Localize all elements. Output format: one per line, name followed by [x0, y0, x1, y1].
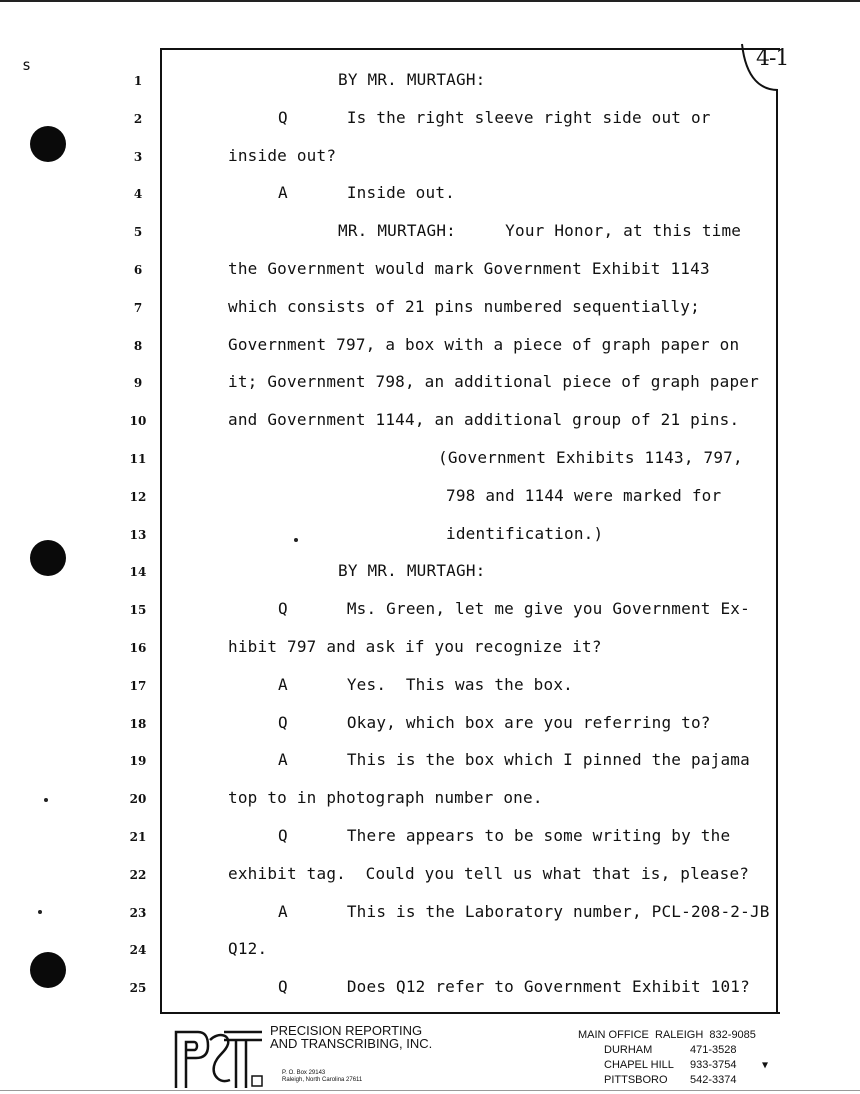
transcript-line: it; Government 798, an additional piece of graph paper [228, 372, 759, 392]
line-number: 15 [129, 603, 147, 618]
transcript-line: top to in photograph number one. [228, 788, 543, 808]
transcript-line: Q Is the right sleeve right side out or [278, 107, 711, 127]
line-number: 3 [133, 149, 143, 164]
footer-rule [0, 1090, 860, 1091]
transcript-line: 798 and 1144 were marked for [446, 485, 722, 505]
line-number: 9 [133, 376, 143, 391]
transcript-line: Q12. [228, 939, 268, 959]
punch-hole [30, 540, 66, 576]
transcript-line: identification.) [446, 523, 604, 543]
punch-hole [30, 126, 66, 162]
transcript-line: (Government Exhibits 1143, 797, [438, 448, 743, 467]
line-number: 12 [129, 489, 147, 504]
transcript-line: exhibit tag. Could you tell us what that is, please? [228, 863, 750, 883]
transcript-line: Q Does Q12 refer to Government Exhibit 101? [278, 977, 750, 997]
transcript-line: Q Ms. Green, let me give you Government Ex- [278, 599, 750, 619]
firm-line-2: AND TRANSCRIBING, INC. [270, 1036, 433, 1051]
transcript-line: A Yes. This was the box. [278, 674, 573, 694]
line-number: 14 [129, 565, 147, 580]
transcript-line: A This is the Laboratory number, PCL-208-2-JB [278, 901, 770, 921]
page-number: 4-1 [756, 46, 789, 71]
transcript-line: hibit 797 and ask if you recognize it? [228, 637, 602, 656]
firm-name [270, 1024, 432, 1050]
line-number: 2 [133, 111, 143, 126]
line-number: 22 [129, 867, 147, 882]
line-number: 17 [129, 678, 147, 693]
line-number: 25 [129, 981, 147, 996]
line-number: 18 [129, 716, 147, 731]
line-number: 24 [129, 943, 147, 958]
transcript-line: MR. MURTAGH: Your Honor, at this time [338, 221, 742, 241]
line-number: 6 [133, 263, 143, 277]
office-list [578, 1028, 756, 1088]
office-main: MAIN OFFICE RALEIGH 832-9085 [578, 1029, 756, 1041]
line-number: 4 [133, 187, 143, 202]
line-number: 20 [129, 792, 147, 807]
transcript-line: BY MR. MURTAGH: [338, 561, 486, 581]
line-number: 10 [129, 414, 147, 429]
transcript-line: Q Okay, which box are you referring to? [278, 712, 711, 732]
line-number: 23 [129, 905, 147, 920]
line-number: 21 [129, 830, 147, 844]
line-number: 11 [129, 452, 147, 466]
speck [44, 798, 48, 802]
line-number: 19 [129, 754, 147, 769]
speck [38, 910, 42, 914]
line-number: 16 [129, 641, 147, 655]
transcript-line: which consists of 21 pins numbered sequentially; [228, 296, 700, 316]
transcript-line: inside out? [228, 145, 337, 165]
firm-line-1: PRECISION REPORTING [270, 1023, 423, 1038]
office-durham: DURHAM 471-3528 [604, 1044, 737, 1056]
transcript-line: and Government 1144, an additional group of 21 pins. [228, 410, 740, 430]
line-number: 7 [133, 300, 143, 315]
transcript-line: A This is the box which I pinned the pajama [278, 750, 750, 770]
transcript-line: the Government would mark Government Exhibit 1143 [228, 259, 710, 278]
frame-right-edge [776, 90, 778, 1012]
firm-address [282, 1070, 362, 1084]
punch-hole [30, 952, 66, 988]
office-pittsboro: PITTSBORO 542-3374 [604, 1074, 737, 1086]
transcript-line: Q There appears to be some writing by the [278, 826, 731, 845]
corner-mark: s [22, 56, 41, 74]
office-chapel-hill: CHAPEL HILL 933-3754 [604, 1059, 737, 1071]
transcript-line: A Inside out. [278, 183, 455, 203]
address-line-2: Raleigh, North Carolina 27611 [282, 1077, 363, 1083]
top-rule [0, 0, 860, 2]
line-number: 1 [133, 74, 143, 88]
pt-logo [172, 1026, 264, 1090]
line-number: 8 [133, 338, 143, 353]
arrow-mark-icon: ▼ [762, 1060, 769, 1071]
address-line-1: P. O. Box 29143 [282, 1070, 326, 1076]
line-number: 13 [129, 527, 147, 542]
line-number: 5 [133, 225, 143, 240]
transcript-line: BY MR. MURTAGH: [338, 70, 486, 89]
transcript-line: Government 797, a box with a piece of graph paper on [228, 334, 740, 354]
